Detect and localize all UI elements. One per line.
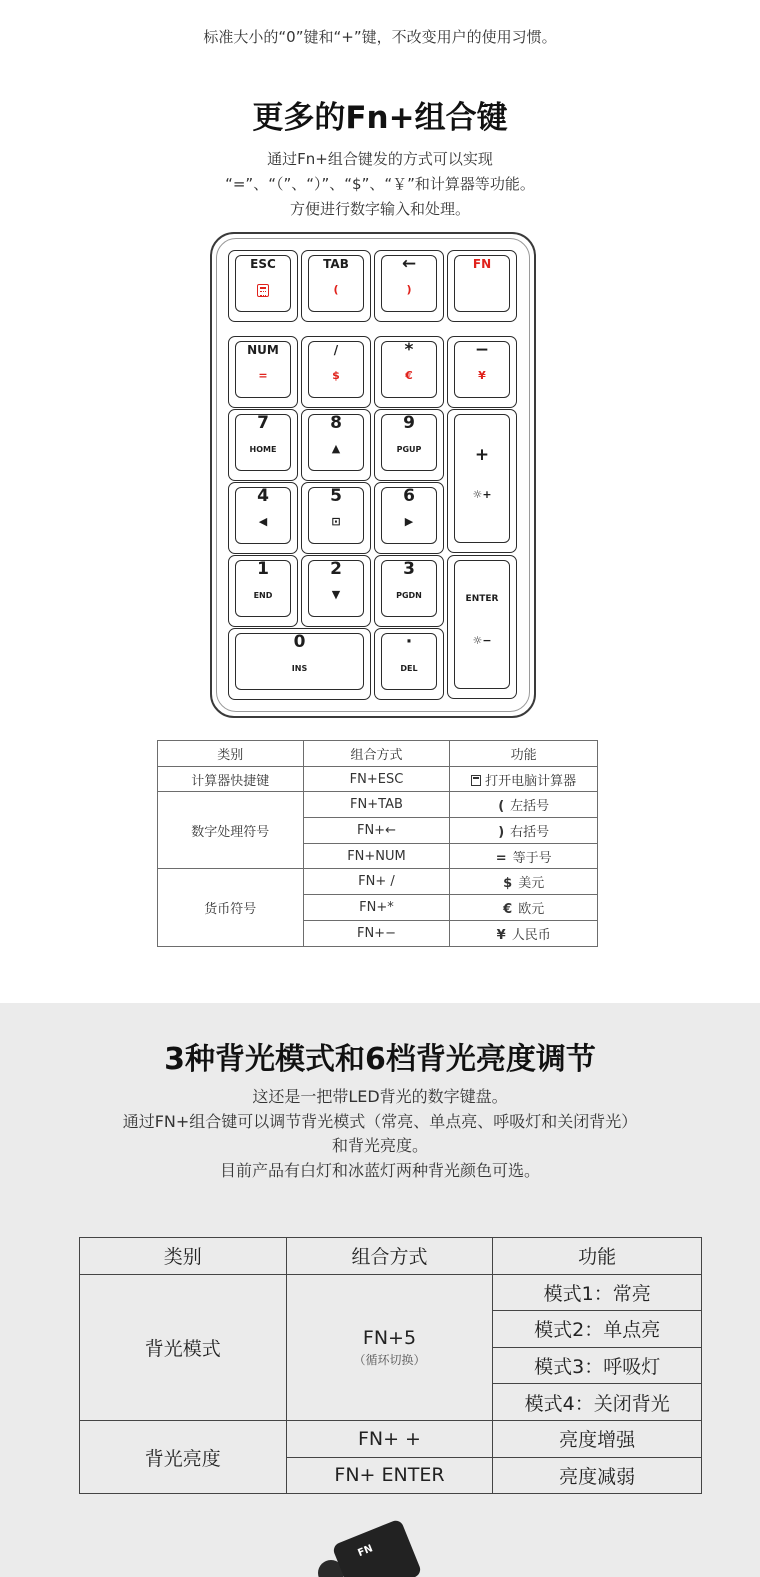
key-sub-label: INS	[291, 664, 308, 673]
key-3	[374, 555, 444, 627]
key-label: ·	[405, 632, 413, 652]
key-label: 3	[403, 559, 415, 579]
key-sub-label: HOME	[249, 445, 277, 454]
symbol: $	[503, 876, 513, 892]
function-cell	[450, 818, 598, 844]
table-row	[158, 792, 598, 818]
keypad-illustration	[210, 232, 536, 718]
key-sub-label: END	[253, 591, 273, 600]
section-desc-fn	[0, 147, 760, 222]
section-desc-backlight	[0, 1085, 760, 1183]
key-2	[301, 555, 371, 627]
backlight-icon: ⊡	[331, 515, 341, 528]
arrow-up-icon: ▲	[331, 442, 341, 455]
key-label: 9	[403, 413, 415, 433]
symbol: (	[498, 799, 505, 815]
table-row	[80, 1420, 702, 1457]
key-tab	[301, 250, 371, 322]
combo-cell: FN+←	[303, 818, 450, 844]
desc-line: 这还是一把带LED背光的数字键盘。	[252, 1087, 508, 1106]
key-dot	[374, 628, 444, 700]
key-label: ESC	[250, 257, 276, 271]
key-9	[374, 409, 444, 481]
function-text: 等于号	[512, 850, 552, 866]
arrow-left-icon: ◀	[258, 515, 268, 528]
key-label: 5	[330, 486, 342, 506]
function-cell	[450, 792, 598, 818]
key-label: 2	[330, 559, 342, 579]
brightness-up-icon: ☼+	[472, 488, 492, 501]
function-text: 打开电脑计算器	[485, 773, 577, 789]
function-text: 左括号	[510, 799, 550, 815]
key-label: TAB	[323, 257, 349, 271]
key-4	[228, 482, 298, 554]
fn-combo-table	[157, 740, 598, 947]
desc-line: 目前产品有白灯和冰蓝灯两种背光颜色可选。	[219, 1160, 540, 1180]
section-title-fn: 更多的Fn+组合键	[252, 100, 508, 136]
header-cell: 组合方式	[286, 1238, 493, 1275]
key-label: NUM	[247, 343, 279, 357]
brightness-down-icon: ☼−	[472, 634, 492, 647]
category-cell: 计算器快捷键	[158, 766, 304, 792]
category-cell: 背光模式	[80, 1274, 287, 1420]
combo-cell: FN+−	[303, 920, 450, 946]
header-cell: 功能	[450, 741, 598, 767]
function-text: 欧元	[518, 901, 545, 917]
key-label: 6	[403, 486, 415, 506]
calculator-icon	[471, 775, 481, 786]
combo-cell: FN+ESC	[303, 766, 450, 792]
key-fn-label: =	[258, 369, 268, 382]
function-cell: 模式3：呼吸灯	[493, 1347, 702, 1384]
function-cell: 模式1：常亮	[493, 1274, 702, 1311]
key-star	[374, 336, 444, 408]
function-cell: 模式2：单点亮	[493, 1311, 702, 1348]
category-cell: 背光亮度	[80, 1420, 287, 1493]
key-0	[228, 628, 371, 700]
function-cell: 亮度减弱	[493, 1457, 702, 1494]
key-label: −	[474, 340, 490, 360]
key-label: /	[333, 343, 339, 357]
section-title-backlight: 3种背光模式和6档背光亮度调节	[164, 1042, 596, 1077]
key-esc	[228, 250, 298, 322]
backlight-table	[79, 1237, 702, 1494]
key-1	[228, 555, 298, 627]
symbol: ¥	[496, 927, 506, 943]
key-label: ←	[401, 254, 417, 274]
combo-text: FN+5	[362, 1326, 417, 1349]
combo-cell: FN+ ENTER	[286, 1457, 493, 1494]
key-label: ENTER	[465, 594, 499, 604]
table-row	[158, 869, 598, 895]
key-num	[228, 336, 298, 408]
combo-cell: FN+ /	[303, 869, 450, 895]
desc-line: “=”、“（”、“）”、“$”、“￥”和计算器等功能。	[225, 175, 535, 193]
key-fn-label: $	[332, 369, 340, 382]
key-label: *	[404, 340, 414, 360]
key-label: 4	[257, 486, 269, 506]
function-cell	[450, 895, 598, 921]
function-text: 美元	[518, 876, 545, 892]
key-slash	[301, 336, 371, 408]
combo-cell: FN+*	[303, 895, 450, 921]
fn-keycap-label: FN	[356, 1543, 375, 1560]
header-cell: 类别	[80, 1238, 287, 1275]
key-6	[374, 482, 444, 554]
arrow-right-icon: ▶	[404, 515, 414, 528]
intro-text: 标准大小的“0”键和“+”键，不改变用户的使用习惯。	[203, 28, 557, 46]
combo-cell: FN+ +	[286, 1420, 493, 1457]
key-fn	[447, 250, 517, 322]
symbol: )	[498, 824, 505, 840]
key-fn-label: (	[333, 283, 339, 296]
key-fn-label: ¥	[478, 369, 486, 382]
table-row	[80, 1274, 702, 1311]
category-cell: 货币符号	[158, 869, 304, 946]
desc-line: 方便进行数字输入和处理。	[289, 200, 470, 218]
key-fn-label: €	[405, 369, 413, 382]
symbol: €	[503, 901, 513, 917]
header-cell: 功能	[493, 1238, 702, 1275]
arrow-down-icon: ▼	[331, 588, 341, 601]
key-5	[301, 482, 371, 554]
key-fn-label: )	[406, 283, 412, 296]
desc-line: 通过Fn+组合键发的方式可以实现	[267, 150, 493, 168]
table-header-row	[80, 1238, 702, 1275]
desc-line: 通过FN+组合键可以调节背光模式（常亮、单点亮、呼吸灯和关闭背光）	[122, 1111, 638, 1131]
calculator-icon	[229, 283, 297, 297]
table-row	[158, 766, 598, 792]
key-label: +	[474, 445, 490, 465]
header-cell: 组合方式	[303, 741, 450, 767]
header-cell: 类别	[158, 741, 304, 767]
desc-line: 和背光亮度。	[331, 1136, 428, 1155]
function-text: 人民币	[511, 927, 551, 943]
table-header-row	[158, 741, 598, 767]
key-sub-label: DEL	[400, 664, 418, 673]
function-text: 右括号	[510, 824, 550, 840]
function-cell	[450, 920, 598, 946]
key-label: 8	[330, 413, 342, 433]
function-cell	[450, 869, 598, 895]
key-sub-label: PGUP	[396, 445, 422, 454]
combo-cell	[286, 1274, 493, 1420]
function-cell	[450, 766, 598, 792]
key-backspace	[374, 250, 444, 322]
function-cell: 模式4：关闭背光	[493, 1384, 702, 1421]
key-label: FN	[472, 257, 492, 271]
key-enter	[447, 555, 517, 699]
key-minus	[447, 336, 517, 408]
function-cell	[450, 843, 598, 869]
category-cell: 数字处理符号	[158, 792, 304, 869]
key-8	[301, 409, 371, 481]
combo-note: （循环切换）	[353, 1352, 426, 1367]
key-label: 1	[257, 559, 269, 579]
key-sub-label: PGDN	[396, 591, 422, 600]
function-cell: 亮度增强	[493, 1420, 702, 1457]
symbol: =	[495, 850, 507, 866]
key-label: 0	[293, 632, 306, 652]
combo-cell: FN+NUM	[303, 843, 450, 869]
key-7	[228, 409, 298, 481]
key-label: 7	[257, 413, 269, 433]
combo-cell: FN+TAB	[303, 792, 450, 818]
key-plus	[447, 409, 517, 553]
